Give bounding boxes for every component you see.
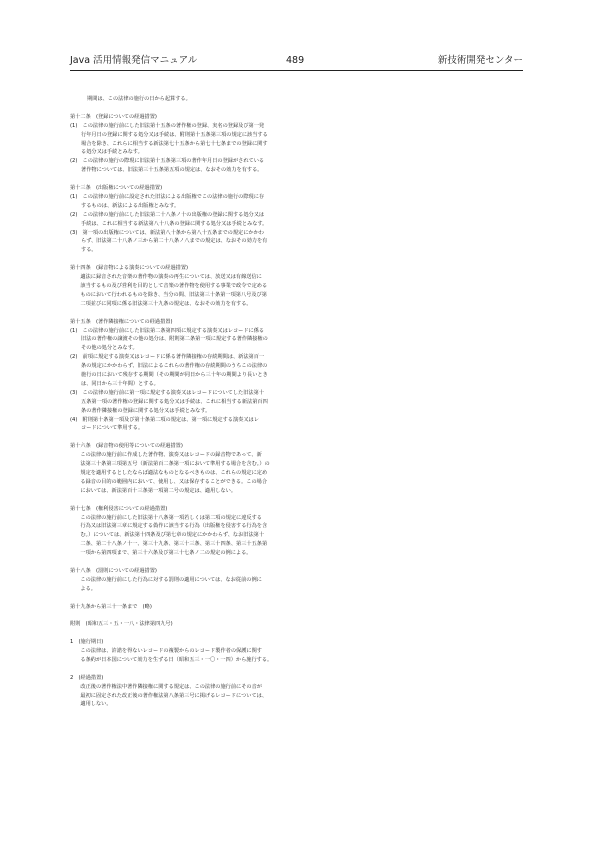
text-line: 行為又は旧法第三章に規定する偽作に該当する行為（出版権を侵害する行為を含: [70, 523, 268, 530]
text-line: (1) この法律の施行前に設定された旧法による出版権でこの法律の施行の際現に存: [70, 193, 265, 200]
text-line: 1 (施行期日): [70, 639, 104, 646]
text-line: る条約が日本国について効力を生ずる日（昭和五三・一〇・一四）から施行する。: [70, 656, 273, 663]
text-line: (2) 前項に規定する演奏又はレコードに係る著作隣接権の存続期間は、新法第百一: [70, 354, 265, 361]
text-line: 2 (経過措置): [70, 674, 104, 681]
text-line: 第十四条 (録音物による演奏についての経過措置): [70, 265, 189, 272]
text-line: 行年月日の登録に関する処分又は手続は、附則第十五条第三項の規定に該当する: [81, 131, 268, 138]
text-line: 第十六条 (録音物の使用等についての経過措置): [70, 443, 183, 450]
text-line: 著作物については、旧法第三十五条第五項の規定は、なおその効力を有する。: [81, 167, 263, 174]
text-line: (2) この法律の施行前にした旧法第二十八条ノ十の出版権の登録に関する処分又は: [70, 211, 265, 218]
paragraph-gap: [70, 558, 530, 567]
paragraph-gap: [70, 611, 530, 620]
text-line: その他の処分とみなす。: [81, 345, 138, 352]
text-line: 規定を適用するとしたならば適法なものとなるべきものは、これらの規定に定め: [70, 469, 268, 476]
text-line: 法第三十条第三項第五号（新法第百二条第一項において準用する場合を含む。）の: [70, 461, 270, 468]
text-line: するものは、新法による出版権とみなす。: [81, 202, 180, 209]
text-line: この法律の施行前に作成した著作物、演奏又はレコードの録音物であって、新: [70, 452, 262, 459]
text-line: 旧法の著作権の譲渡その他の処分は、附則第二条第一項に規定する著作隣接権の: [81, 336, 268, 343]
page-number: 489: [286, 55, 305, 66]
text-line: 第十七条 (権利侵害についての経過措置): [70, 505, 168, 512]
text-line: (1) この法律の施行前にした旧法第二条第四項に規定する演奏又はレコードに係る: [70, 327, 265, 334]
text-line: 第十五条 (著作隣接権についての経過措置): [70, 318, 173, 325]
paragraph-gap: [70, 175, 530, 184]
text-line: 場合を除き、これらに相当する新法第七十五条から第七十七条までの登録に関す: [81, 140, 268, 147]
text-line: (3) 第一項の出版権については、新法第八十条から第八十五条までの規定にかかわ: [70, 229, 264, 236]
text-line: は、同日から三十年間）とする。: [81, 380, 159, 387]
text-line: 条の著作隣接権の登録に関する処分又は手続とみなす。: [81, 407, 211, 414]
text-line: よる。: [70, 585, 96, 592]
text-line: 条の規定にかかわらず、旧法によるこれらの著作権の存続期間のうちこの法律の: [81, 363, 268, 370]
text-line: 二項並びに同項に係る旧法第三十九条の規定は、なおその効力を有する。: [70, 300, 252, 307]
text-line: 第十八条 (罰則についての経過措置): [70, 567, 157, 574]
text-line: (4) 附則第十条第一項及び第十条第二項の規定は、第一項に規定する演奏又はレ: [70, 416, 259, 423]
text-line: においては、新法第百十三条第一項第二号の規定は、適用しない。: [70, 487, 237, 494]
text-line: 適法に録音された音楽の著作物の演奏の再生については、放送又は有線送信に: [70, 274, 262, 281]
paragraph-gap: [70, 309, 530, 318]
text-line: 該当するもの及び営利を目的として音楽の著作物を使用する事業で政令で定める: [70, 282, 268, 289]
paragraph-gap: [70, 629, 530, 638]
page-header: [70, 54, 523, 71]
text-line: 期間は、この法律の施行の日から起算する。: [87, 96, 191, 102]
text-line: 二条、第二十八条ノ十一、第三十九条、第三十三条、第三十四条、第三十五条第: [70, 541, 268, 548]
text-line: 附則 (昭和五三・五・一八・法律第四九号): [70, 621, 173, 628]
text-line: 五条第一項の著作権の登録に関する処分又は手続は、これに相当する新法第百四: [81, 398, 268, 405]
text-line: この法律は、許諾を得ないレコードの複製からのレコード製作者の保護に関す: [70, 648, 262, 655]
text-line: る処分又は手続とみなす。: [81, 149, 143, 156]
text-line: コードについて準用する。: [81, 425, 144, 432]
text-line: らず、旧法第二十八条ノ三から第二十八条ノ八までの規定は、なおその効力を有: [81, 238, 268, 245]
text-line: 改正後の著作権法中著作隣接権に関する規定は、この法律の施行前にその音が: [70, 683, 262, 690]
text-line: 第十九条から第三十一条まで (略): [70, 603, 152, 610]
document-body: [70, 95, 530, 709]
text-line: 施行の日において残存する期間（その期間が同日から三十年の期間より長いとき: [81, 372, 268, 379]
text-line: 一項から第四項まで、第三十六条及び第三十七条ノ二の規定の例による。: [70, 550, 252, 557]
paragraph-gap: [70, 255, 530, 264]
paragraph-gap: [70, 104, 530, 113]
text-line: 第十三条 (出版権についての経過措置): [70, 185, 163, 192]
text-line: ものにおいて行われるものを除き、当分の間、旧法第三十条第一項第八号及び第: [70, 291, 267, 298]
header-organization: 新技術開発センター: [437, 55, 523, 66]
text-line: する。: [81, 247, 97, 254]
paragraph-gap: [70, 594, 530, 603]
text-line: 適用しない。: [70, 701, 112, 708]
text-line: 手続は、これに相当する新法第八十八条の登録に関する処分又は手続とみなす。: [81, 220, 268, 227]
text-line: 最初に固定された改正後の著作権法第八条第三号に掲げるレコードについては、: [70, 692, 268, 699]
header-title: Java 活用情報発信マニュアル: [70, 55, 198, 66]
paragraph-gap: [70, 433, 530, 442]
text-line: (3) この法律の施行前に第一項に規定する演奏又はレコードについてした旧法第十: [70, 389, 264, 396]
text-line: この法律の施行前にした行為に対する罰則の適用については、なお従前の例に: [70, 576, 262, 583]
text-line: (1) この法律の施行前にした旧法第十五条の著作権の登録、実名の登録及び第一発: [70, 122, 265, 129]
text-line: この法律の施行前にした旧法第十八条第一項若しくは第二項の規定に違反する: [70, 514, 262, 521]
text-line: る録音の目的の範囲内において、使用し、又は保存することができる。この場合: [70, 478, 268, 485]
paragraph-gap: [70, 665, 530, 674]
paragraph-gap: [70, 496, 530, 505]
text-line: (2) この法律の施行の際現に旧法第十五条第三項の著作年月日の登録がされている: [70, 158, 265, 165]
text-line: 第十二条 (登録についての経過措置): [70, 113, 157, 120]
text-line: む。）については、新法第十四条及び第七章の規定にかかわらず、なお旧法第十: [70, 532, 265, 539]
